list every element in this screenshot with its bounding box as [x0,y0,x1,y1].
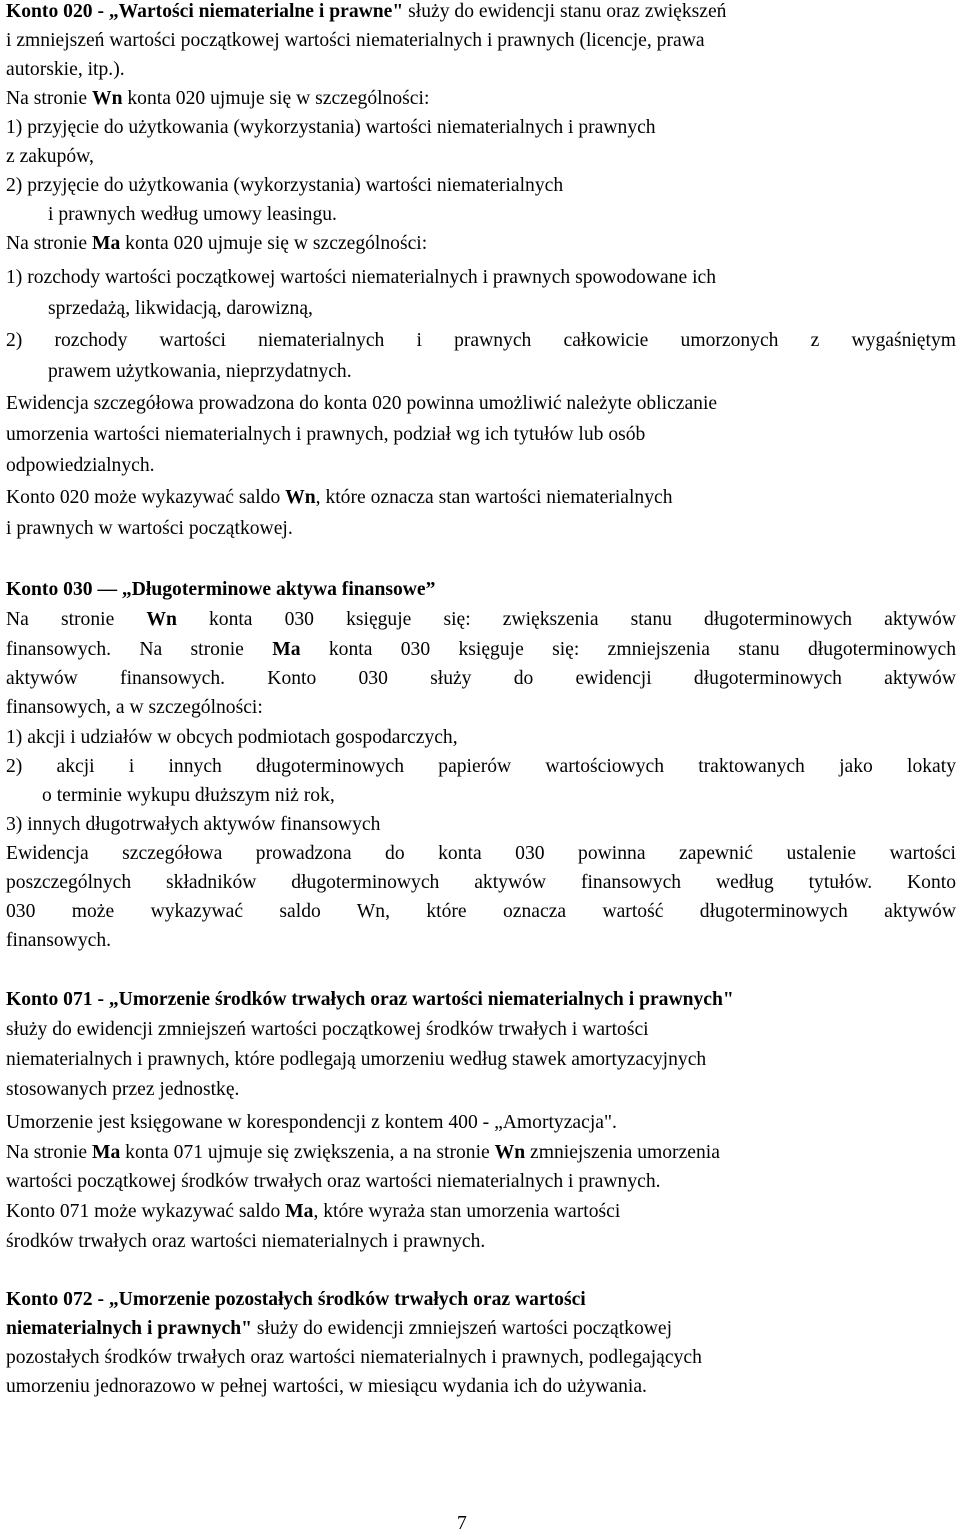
text-line: niematerialnych i prawnych" służy do ewidencji zmniejszeń wartości początkowej [6,1318,673,1339]
k072-title: Konto 072 - „Umorzenie pozostałych środków trwałych oraz wartości [6,1289,586,1310]
text-line: i zmniejszeń wartości początkowej wartości niematerialnych i prawnych (licencje, prawa [6,30,705,51]
text-line: finansowych. [6,930,112,951]
list-item: 1) rozchody wartości początkowej wartości niematerialnych i prawnych spowodowane ich [6,267,717,288]
list-item: 3) innych długotrwałych aktywów finansowych [6,814,381,835]
text-line: Konto 071 może wykazywać saldo Ma, które wyraża stan umorzenia wartości [6,1201,621,1222]
text-line: Umorzenie jest księgowane w korespondencji z kontem 400 - „Amortyzacja". [6,1112,617,1133]
text-line: Ewidencja szczegółowa prowadzona do konta 030 powinna zapewnić ustalenie wartości [6,843,956,864]
text-line: Na stronie Ma konta 020 ujmuje się w szczególności: [6,233,428,254]
text-line: poszczególnych składników długoterminowych aktywów finansowych według tytułów. Konto [6,872,956,893]
text-line: środków trwałych oraz wartości niematerialnych i prawnych. [6,1231,486,1252]
text-line: sprzedażą, likwidacją, darowizną, [48,298,313,319]
list-item: 1) przyjęcie do użytkowania (wykorzystania) wartości niematerialnych i prawnych [6,117,656,138]
text-line: Na stronie Ma konta 071 ujmuje się zwiększenia, a na stronie Wn zmniejszenia umorzenia [6,1142,720,1163]
k030-title: Konto 030 — „Długoterminowe aktywa finansowe” [6,579,436,600]
list-item: 2) rozchody wartości niematerialnych i prawnych całkowicie umorzonych z wygaśniętym [6,330,956,351]
text-line: prawem użytkowania, nieprzydatnych. [48,361,352,382]
text-line: o terminie wykupu dłuższym niż rok, [42,785,335,806]
text-line: wartości początkowej środków trwałych oraz wartości niematerialnych i prawnych. [6,1171,661,1192]
text-line: i prawnych w wartości początkowej. [6,518,293,539]
text-line: umorzeniu jednorazowo w pełnej wartości, w miesiącu wydania ich do używania. [6,1376,647,1397]
list-item: 2) akcji i innych długoterminowych papierów wartościowych traktowanych jako lokaty [6,756,956,777]
text-line: odpowiedzialnych. [6,455,155,476]
text-line: i prawnych według umowy leasingu. [48,204,337,225]
text-line: finansowych, a w szczególności: [6,697,263,718]
list-item: 2) przyjęcie do użytkowania (wykorzystania) wartości niematerialnych [6,175,564,196]
text-line: umorzenia wartości niematerialnych i prawnych, podział wg ich tytułów lub osób [6,424,646,445]
text-line: służy do ewidencji zmniejszeń wartości początkowej środków trwałych i wartości [6,1019,649,1040]
text-line: finansowych. Na stronie Ma konta 030 księguje się: zmniejszenia stanu długoterminowych [6,639,957,660]
k020-heading-line: Konto 020 - „Wartości niematerialne i prawne" służy do ewidencji stanu oraz zwiększeń [6,1,727,22]
text-line: niematerialnych i prawnych, które podlegają umorzeniu według stawek amortyzacyjnych [6,1049,707,1070]
text-line: Konto 020 może wykazywać saldo Wn, które oznacza stan wartości niematerialnych [6,487,673,508]
text-line: 030 może wykazywać saldo Wn, które oznacza wartość długoterminowych aktywów [6,901,956,922]
page-number: 7 [457,1513,467,1534]
text-line: Na stronie Wn konta 030 księguje się: zwiększenia stanu długoterminowych aktywów [6,609,956,630]
text-line: Na stronie Wn konta 020 ujmuje się w szczególności: [6,88,430,109]
text-line: pozostałych środków trwałych oraz wartości niematerialnych i prawnych, podlegających [6,1347,702,1368]
k071-title: Konto 071 - „Umorzenie środków trwałych oraz wartości niematerialnych i prawnych" [6,989,734,1010]
text-line: autorskie, itp.). [6,59,125,80]
list-item: 1) akcji i udziałów w obcych podmiotach gospodarczych, [6,727,458,748]
k020-title: Konto 020 - „Wartości niematerialne i prawne" [6,1,404,22]
text-line: aktywów finansowych. Konto 030 służy do ewidencji długoterminowych aktywów [6,668,956,689]
text-line: Ewidencja szczegółowa prowadzona do konta 020 powinna umożliwić należyte obliczanie [6,393,718,414]
text-line: stosowanych przez jednostkę. [6,1079,240,1100]
text-line: z zakupów, [6,146,94,167]
